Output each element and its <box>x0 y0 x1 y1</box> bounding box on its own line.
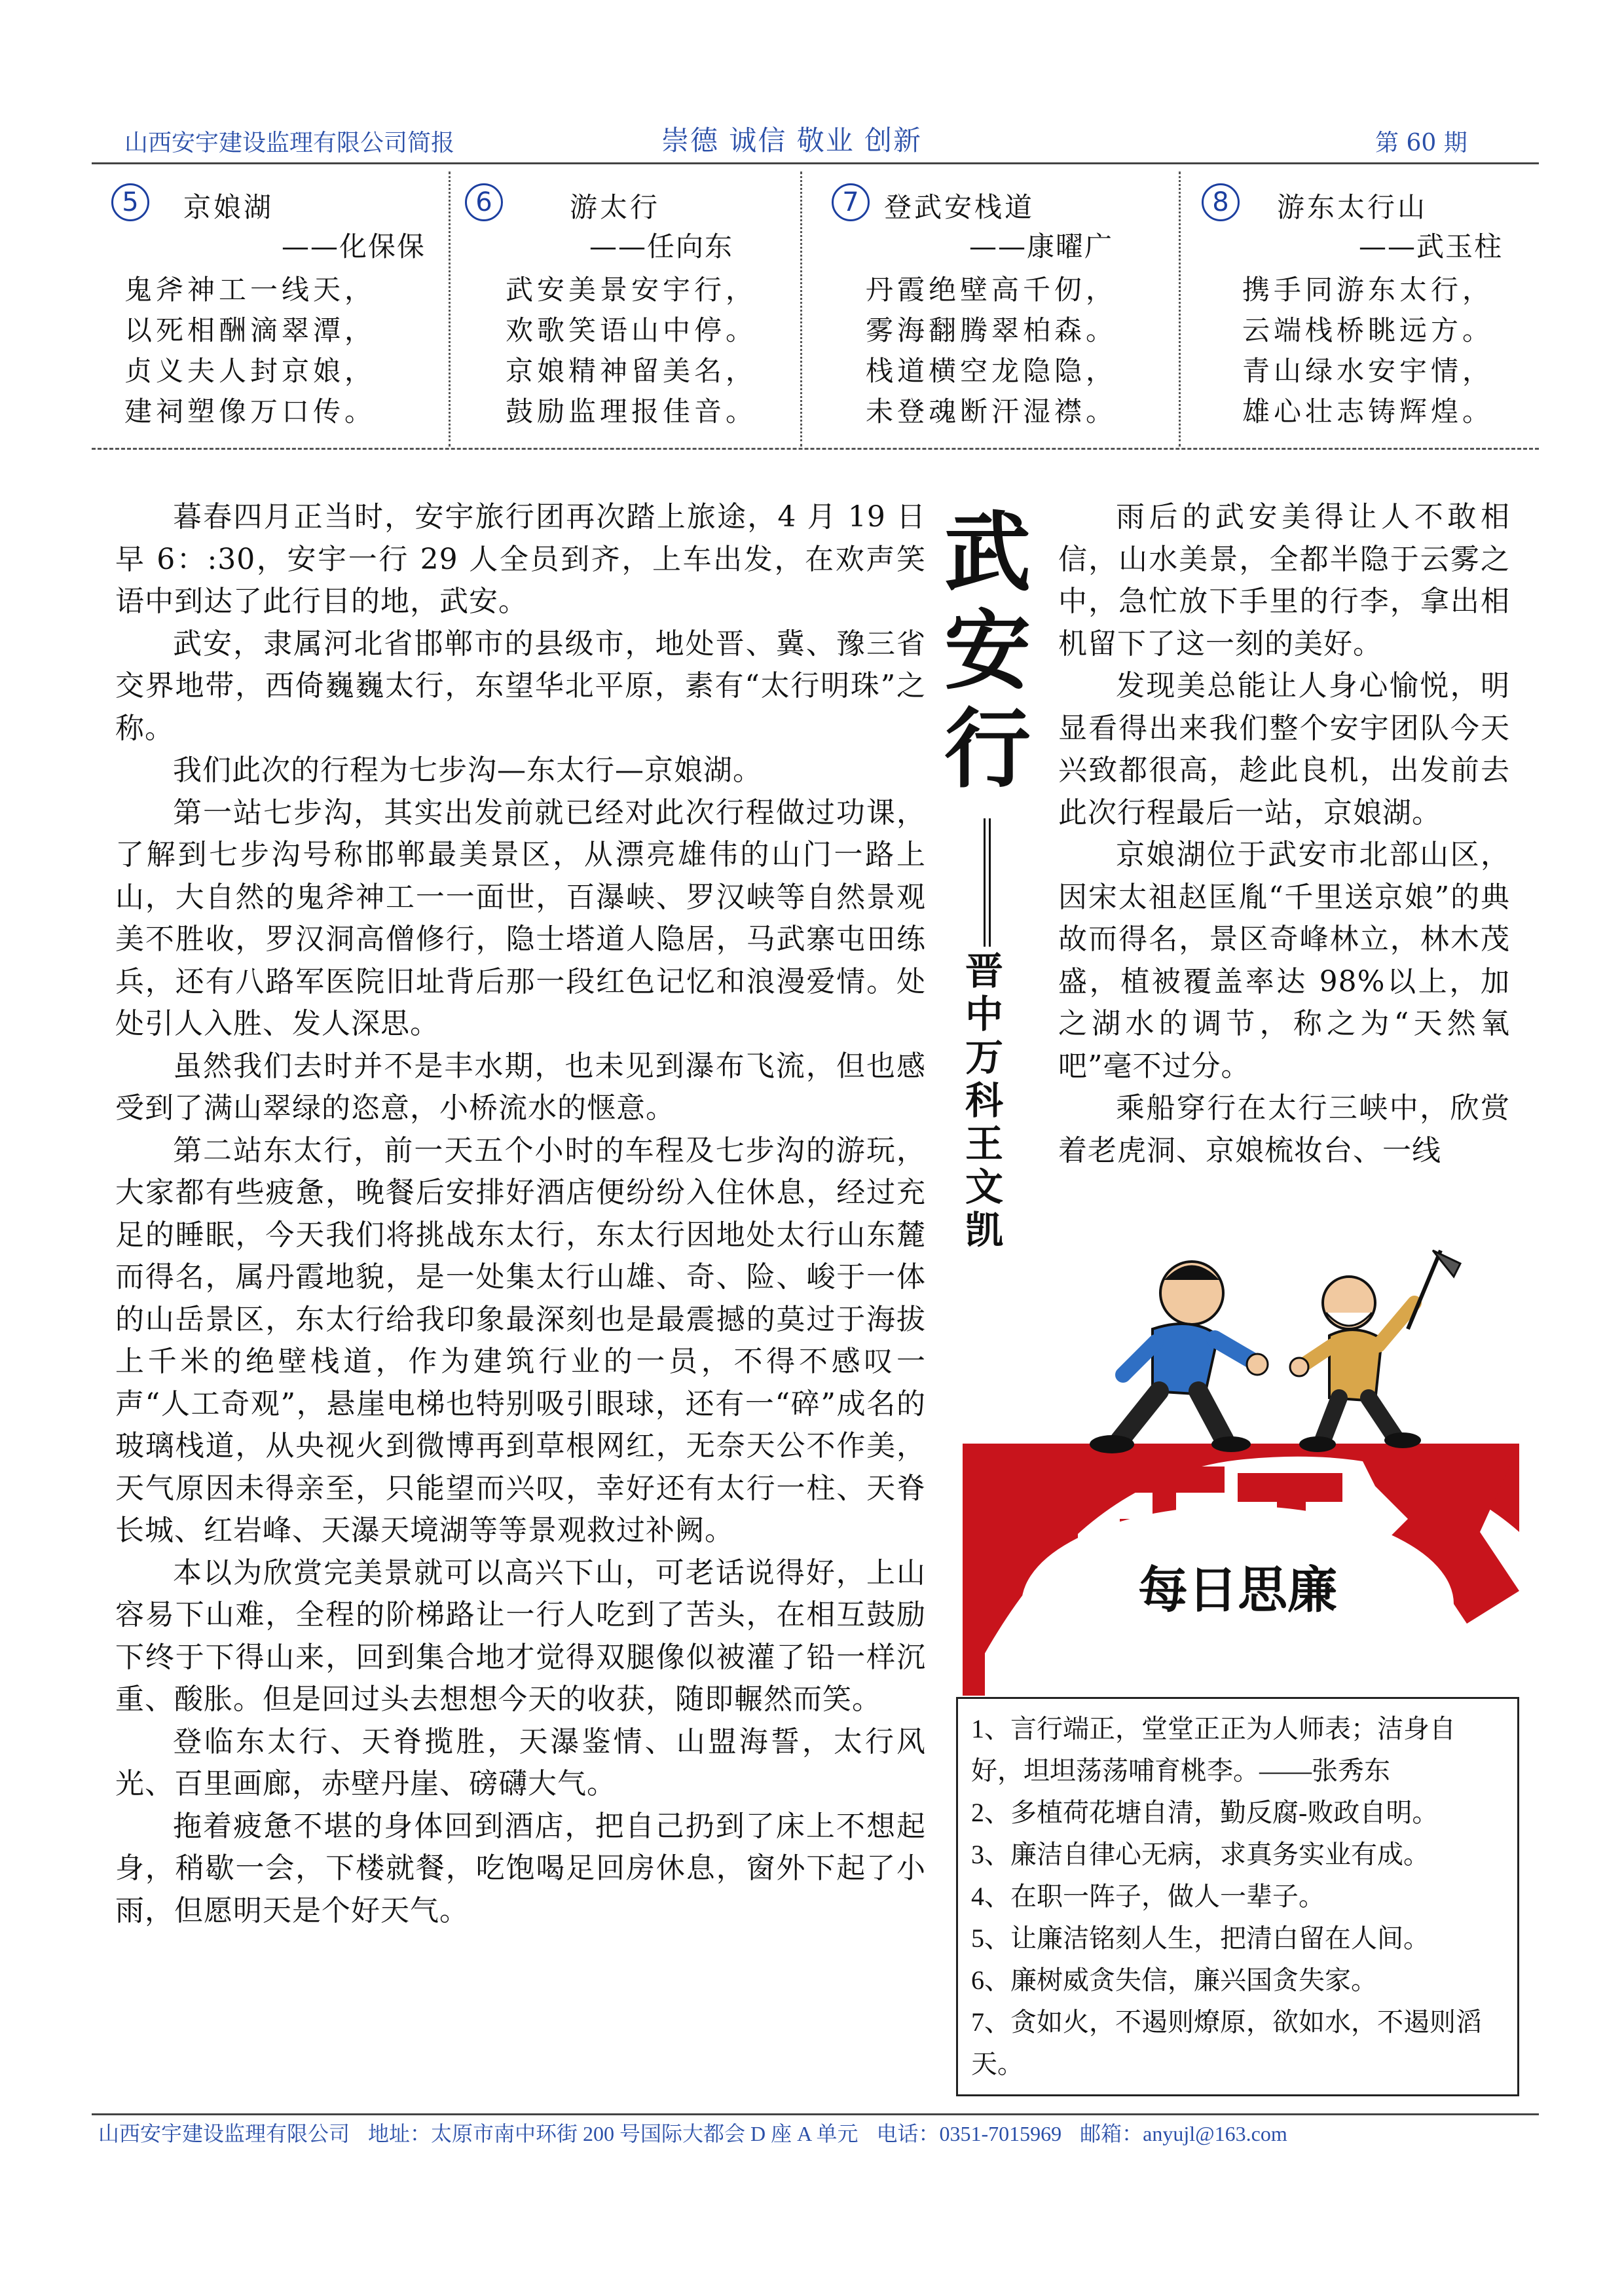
running-man-left-figure <box>1090 1262 1268 1453</box>
poem-separator <box>449 172 451 446</box>
poem-number-badge: 6 <box>465 183 503 221</box>
poems-bottom-divider <box>92 448 1539 450</box>
poem-lines: 鬼斧神工一线天， 以死相酬滴翠潭， 贞义夫人封京娘， 建祠塑像万口传。 <box>124 274 377 428</box>
quote-item: 4、在职一阵子，做人一辈子。 <box>971 1882 1325 1911</box>
old-farmer-right-figure <box>1290 1250 1460 1452</box>
newsletter-name: 山西安宇建设监理有限公司简报 <box>124 130 455 156</box>
poem-5 <box>105 172 445 448</box>
poem-lines: 武安美景安宇行， 欢歌笑语山中停。 京娘精神留美名， 鼓励监理报佳音。 <box>506 274 758 428</box>
issue-number: 第 60 期 <box>1375 130 1467 156</box>
poem-separator <box>800 172 802 446</box>
poem-6 <box>458 172 792 448</box>
article-title: 武 安 行 <box>944 502 1031 800</box>
quote-item: 6、廉树威贪失信，廉兴国贪失家。 <box>971 1965 1377 1995</box>
poem-author: ——武玉柱 <box>1359 230 1504 263</box>
poem-author: ——康曜广 <box>969 230 1114 263</box>
footer-address: 地址：太原市南中环街 200 号国际大都会 D 座 A 单元 <box>368 2122 858 2145</box>
company-motto: 崇德 诚信 敬业 创新 <box>661 124 923 156</box>
title-dash <box>984 818 991 947</box>
quote-item: 7、贪如火，不遏则燎原，欲如水，不遏则滔天。 <box>971 2007 1482 2079</box>
poem-title: 游东太行山 <box>1277 191 1428 223</box>
poem-title: 登武安栈道 <box>884 191 1035 223</box>
anti-corruption-cartoon <box>956 1224 1526 1696</box>
poem-number-badge: 5 <box>111 183 149 221</box>
poem-number-badge: 7 <box>832 183 870 221</box>
poem-title: 游太行 <box>570 191 661 223</box>
quote-item: 1、言行端正，堂堂正正为人师表；洁身自好，坦坦荡荡哺育桃李。——张秀东 <box>971 1714 1456 1785</box>
poem-number-badge: 8 <box>1202 183 1240 221</box>
footer-company: 山西安宇建设监理有限公司 <box>98 2122 350 2145</box>
footer-phone: 电话：0351-7015969 <box>876 2122 1062 2145</box>
poem-separator <box>1179 172 1181 446</box>
banner-caption: 每日思廉 <box>1138 1561 1337 1619</box>
integrity-quotes-box <box>956 1697 1519 2096</box>
footer-divider <box>92 2113 1539 2115</box>
poem-author: ——化保保 <box>282 230 426 263</box>
poem-lines: 丹霞绝壁高千仞， 雾海翻腾翠柏森。 栈道横空龙隐隐， 未登魂断汗湿襟。 <box>866 274 1118 428</box>
poem-title: 京娘湖 <box>183 191 274 223</box>
poem-author: ——任向东 <box>589 230 734 263</box>
article-column-right: 雨后的武安美得让人不敢相信，山水美景，全都半隐于云雾之中，急忙放下手里的行李，拿出相机留下了这一刻的美好。 发现美总能让人身心愉悦，明显看得出来我们整个安宇团队今天兴致都很高，趁此良机，出发前去此次行程最后一站，京娘湖。 京娘湖位于武安市北部山区，因宋太祖赵匡胤“千里送京娘”的典故而得名，景区奇峰林立，林木茂盛，植被覆盖率达 98%以上，加之湖水的调节，称之为“天然氧吧”毫不过分。 乘船穿行在太行三峡中，欣赏着老虎洞、京娘梳妆台、一线 <box>1058 500 1510 1167</box>
article-column-left: 暮春四月正当时，安宇旅行团再次踏上旅途，4 月 19 日早 6：:30，安宇一行 29 人全员到齐，上车出发，在欢声笑语中到达了此行目的地，武安。 武安，隶属河北省邯郸市的县级市，地处晋、冀、豫三省交界地带，西倚巍巍太行，东望华北平原，素有“太行明珠”之称。 我们此次的行程为七步沟—东太行—京娘湖。 第一站七步沟，其实出发前就已经对此次行程做过功课，了解到七步沟号称邯郸最美景区，从漂亮雄伟的山门一路上山，大自然的鬼斧神工一一面世，百瀑峡、罗汉峡等自然景观美不胜收，罗汉洞高僧修行，隐士塔道人隐居，马武寨屯田练兵，还有八路军医院旧址背后那一段红色记忆和浪漫爱情。处处引人入胜、发人深思。 虽然我们去时并不是丰水期，也未见到瀑布飞流，但也感受到了满山翠绿的恣意，小桥流水的惬意。 第二站东太行，前一天五个小时的车程及七步沟的游玩，大家都有些疲惫，晚餐后安排好酒店便纷纷入住休息，经过充足的睡眠，今天我们将挑战东太行，东太行因地处太行山东麓而得名，属丹霞地貌，是一处集太行山雄、奇、险、峻于一体的山岳景区，东太行给我印象最深刻也是最震撼的莫过于海拔上千米的绝壁栈道，作为建筑行业的一员，不得不感叹一声“人工奇观”，悬崖电梯也特别吸引眼球，还有一“碎”成名的玻璃栈道，从央视火到微博再到草根网红，无奈天公不作美，天气原因未得亲至，只能望而兴叹，幸好还有太行一柱、天脊长城、红岩峰、天瀑天境湖等等景观救过补阙。 本以为欣赏完美景就可以高兴下山，可老话说得好，上山容易下山难，全程的阶梯路让一行人吃到了苦头，在相互鼓励下终于下得山来，回到集合地才觉得双腿像似被灌了铅一样沉重、酸胀。但是回过头去想想今天的收获，随即輾然而笑。 登临东太行、天脊揽胜，天瀑鉴情、山盟海誓，太行风光、百里画廊，赤壁丹崖、磅礴大气。 拖着疲惫不堪的身体回到酒店，把自己扔到了床上不想起身，稍歇一会，下楼就餐，吃饱喝足回房休息，窗外下起了小雨，但愿明天是个好天气。 <box>115 500 926 1927</box>
header-divider <box>92 162 1539 164</box>
quote-item: 5、让廉洁铭刻人生，把清白留在人间。 <box>971 1923 1430 1953</box>
footer-email[interactable]: 邮箱：anyujl@163.com <box>1080 2122 1287 2145</box>
quote-item: 3、廉洁自律心无病，求真务实业有成。 <box>971 1840 1430 1869</box>
footer-contact <box>98 2117 1301 2147</box>
poem-8 <box>1189 172 1536 448</box>
quote-item: 2、多植荷花塘自清，勤反腐-败政自明。 <box>971 1798 1439 1827</box>
poem-7 <box>812 172 1179 448</box>
poem-lines: 携手同游东太行， 云端栈桥眺远方。 青山绿水安宇情， 雄心壮志铸辉煌。 <box>1242 274 1494 428</box>
article-author: 晋 中 万 科 王 文 凯 <box>965 949 1003 1252</box>
